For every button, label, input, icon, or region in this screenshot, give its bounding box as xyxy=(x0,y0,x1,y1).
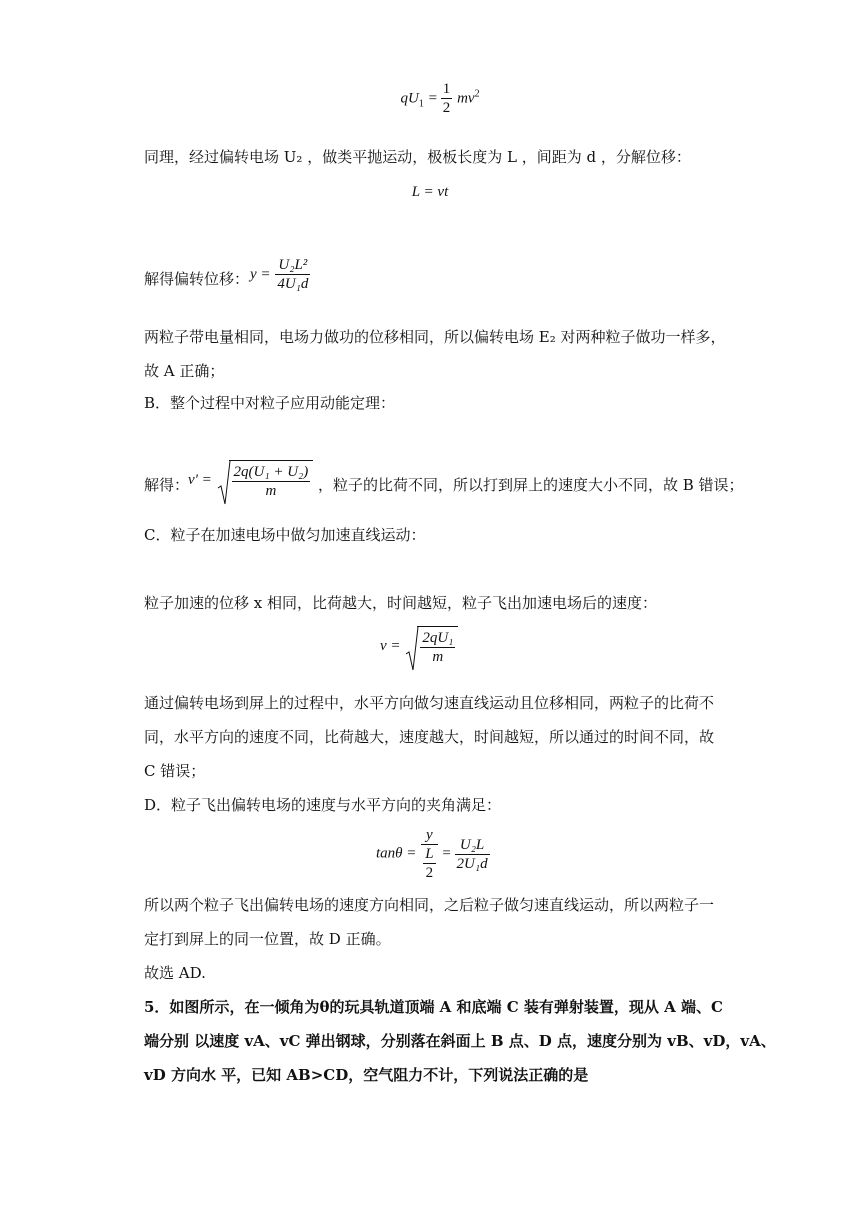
text-line-6-suffix: ，粒子的比荷不同，所以打到屏上的速度大小不同，故 B 错误； xyxy=(318,476,744,494)
eq4-sqrt xyxy=(217,460,314,500)
text-line-4: 故 A 正确； xyxy=(144,362,225,380)
eq3-den: 4U₁d xyxy=(277,276,309,292)
equation-deflection xyxy=(250,256,340,293)
eq5-fraction xyxy=(417,626,458,666)
eq1-lhs: qU xyxy=(400,90,419,107)
eq4-num: 2q(U₁ + U₂) xyxy=(233,464,309,480)
eq6-inner-num: L xyxy=(425,846,434,862)
text-line-8: 粒子加速的位移 x 相同，比荷越大，时间越短，粒子飞出加速电场后的速度： xyxy=(144,594,657,612)
eq4-den: m xyxy=(265,483,277,499)
eq4-lhs: v' = xyxy=(188,472,212,488)
eq5-lhs: v = xyxy=(380,638,401,654)
eq5-sqrt xyxy=(405,626,458,666)
eq6-fraction-1 xyxy=(421,826,437,882)
text-line-1: 同理，经过偏转电场 U₂ ，做类平抛运动，极板长度为 L ，间距为 d ，分解位移： xyxy=(144,148,691,166)
question-5-line-1: 5．如图所示，在一倾角为θ的玩具轨道顶端 A 和底端 C 装有弹射装置，现从 A 端、C xyxy=(144,998,723,1016)
line2-prefix: 解得偏转位移： xyxy=(144,270,250,288)
equation-energy: $qU_1$ = $\frac{1}{2}$ $mv^2$ xyxy=(400,81,480,116)
eq6-den1 xyxy=(421,845,437,882)
eq6-inner-den: 2 xyxy=(425,865,434,881)
text-line-10: 同，水平方向的速度不同，比荷越大，速度越大，时间越短，所以通过的时间不同，故 xyxy=(144,728,715,746)
eq4-fraction xyxy=(229,460,314,500)
eq3-fraction xyxy=(275,256,310,293)
text-line-13: 所以两个粒子飞出偏转电场的速度方向相同，之后粒子做匀速直线运动，所以两粒子一 xyxy=(144,896,715,914)
eq6-fraction-2 xyxy=(455,836,490,873)
equation-L-vt: L = vt xyxy=(411,184,449,200)
text-line-15: 故选 AD. xyxy=(144,964,206,982)
eq5-num: 2qU₁ xyxy=(422,630,454,646)
question-5-line-3: vD 方向水 平，已知 AB>CD，空气阻力不计，下列说法正确的是 xyxy=(144,1066,589,1084)
question-5-line-2: 端分别 以速度 vA、vC 弹出钢球，分别落在斜面上 B 点、D 点，速度分别为 vB、vD，vA、 xyxy=(144,1032,776,1050)
equation-v-prime xyxy=(188,460,318,500)
text-line-7: C．粒子在加速电场中做匀加速直线运动： xyxy=(144,526,426,544)
eq1-sup: 2 xyxy=(474,88,480,100)
eq6-den2: 2U₁d xyxy=(456,855,488,872)
eq1-den: 2 xyxy=(442,100,451,116)
eq3-lhs: y = xyxy=(250,266,271,283)
eq6-inner-fraction xyxy=(423,845,435,882)
equation-velocity xyxy=(380,626,490,666)
text-line-6-prefix: 解得： xyxy=(144,476,190,494)
eq5-den: m xyxy=(432,649,444,665)
eq1-num: 1 xyxy=(442,81,451,97)
text-line-11: C 错误； xyxy=(144,762,206,780)
eq6-num1: y xyxy=(421,826,437,845)
text-line-3: 两粒子带电量相同，电场力做功的位移相同，所以偏转电场 E₂ 对两种粒子做功一样多， xyxy=(144,328,726,346)
eq1-rhs: mv xyxy=(457,90,475,107)
eq6-num2: U₂L xyxy=(455,836,490,855)
eq3-num: U₂L² xyxy=(275,256,310,275)
text-line-14: 定打到屏上的同一位置，故 D 正确。 xyxy=(144,930,391,948)
text-line-2 xyxy=(144,268,249,290)
eq6-lhs: tanθ = xyxy=(376,845,417,862)
text-line-9: 通过偏转电场到屏上的过程中，水平方向做匀速直线运动且位移相同，两粒子的比荷不 xyxy=(144,694,715,712)
text-line-5: B．整个过程中对粒子应用动能定理： xyxy=(144,394,396,412)
eq1-sub: 1 xyxy=(418,98,424,110)
eq1-fraction xyxy=(441,80,453,117)
equation-tan-theta: tanθ = $\frac{y}{\frac{L}{2}}$ = $\frac{\text{U₂L}}{\text{2U₁d}}$ xyxy=(376,827,488,881)
text-line-12: D．粒子飞出偏转电场的速度与水平方向的夹角满足： xyxy=(144,796,502,814)
